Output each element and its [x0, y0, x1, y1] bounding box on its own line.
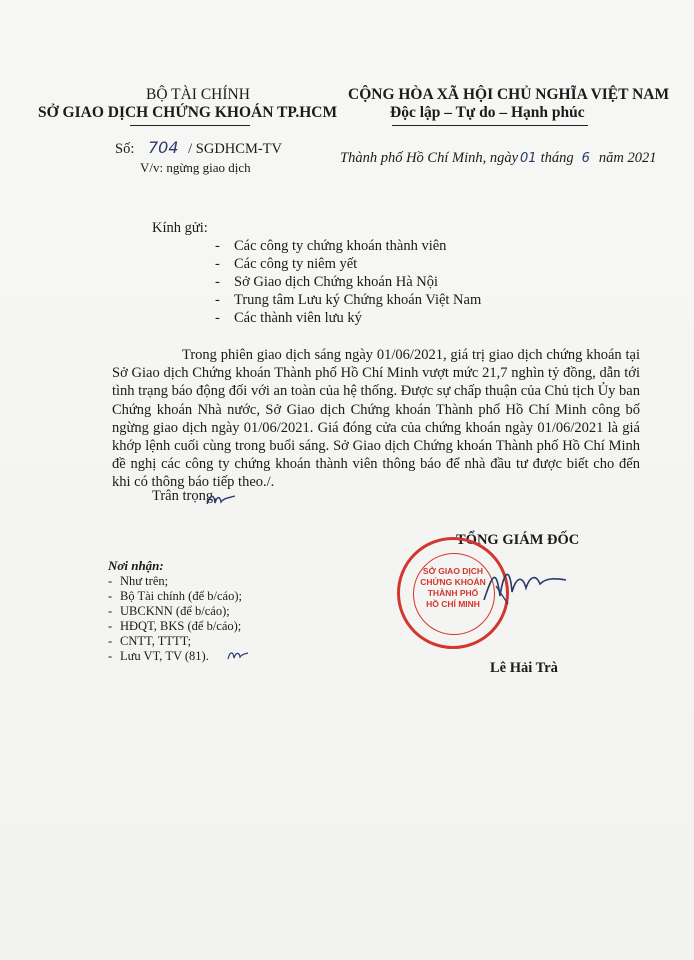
- initials-scribble: [205, 490, 239, 508]
- distribution-item: - Bộ Tài chính (để b/cáo);: [108, 589, 242, 603]
- distribution-item: - CNTT, TTTT;: [108, 634, 192, 648]
- signatory-title: TỔNG GIÁM ĐỐC: [456, 532, 580, 548]
- month-label: tháng: [540, 150, 574, 166]
- place-date: [340, 150, 657, 167]
- recipient-item: - Các thành viên lưu ký: [215, 310, 362, 326]
- distribution-item: - UBCKNN (để b/cáo);: [108, 604, 230, 618]
- recipient-item: - Trung tâm Lưu ký Chứng khoán Việt Nam: [215, 292, 482, 308]
- recipient-item: - Sở Giao dịch Chứng khoán Hà Nội: [215, 274, 439, 290]
- distribution-item: - Lưu VT, TV (81).: [108, 649, 209, 663]
- body-paragraph: Trong phiên giao dịch sáng ngày 01/06/2021, giá trị giao dịch chứng khoán tại Sở Giao dịch Chứng khoán Thành phố Hồ Chí Minh vượt mức 21,7 nghìn tỷ đồng, dẫn tới tình trạng báo động đối với an toàn của hệ thống. Được sự chấp thuận của Chủ tịch Ủy ban Chứng khoán Nhà nước, Sở Giao dịch Chứng khoán Thành phố Hồ Chí Minh công bố ngừng giao dịch ngày 01/06/2021. Giá đóng cửa của chứng khoán ngày 01/06/2021 là giá khớp lệnh cuối cùng trong buổi sáng. Sở Giao dịch Chứng khoán Thành phố Hồ Chí Minh đề nghị các công ty chứng khoán thành viên thông báo để nhà đầu tư được biết cho đến khi có thông báo tiếp theo./.: [112, 347, 640, 491]
- handwritten-number: 704: [147, 138, 179, 157]
- number-suffix: / SGDHCM-TV: [188, 141, 282, 157]
- handwritten-month: 6: [581, 151, 590, 166]
- document-number: [115, 138, 282, 158]
- year-label: năm 2021: [598, 150, 657, 166]
- national-motto: Độc lập – Tự do – Hạnh phúc: [390, 104, 585, 121]
- country-name: CỘNG HÒA XÃ HỘI CHỦ NGHĨA VIỆT NAM: [348, 86, 670, 103]
- closing: Trân trọng.: [152, 488, 217, 504]
- distribution-label: Nơi nhận:: [108, 558, 164, 573]
- recipients-label: Kính gửi:: [152, 220, 208, 236]
- distribution-item: - Như trên;: [108, 574, 169, 588]
- signature-scribble: [478, 556, 570, 614]
- signatory-name: Lê Hải Trà: [490, 660, 558, 676]
- recipient-item: - Các công ty chứng khoán thành viên: [215, 238, 447, 254]
- agency-underline: [130, 125, 250, 126]
- motto-underline: [392, 125, 588, 126]
- stamp-line: SỞ GIAO DỊCH: [422, 566, 484, 576]
- agency-name: SỞ GIAO DỊCH CHỨNG KHOÁN TP.HCM: [38, 104, 338, 121]
- stamp-line: HỒ CHÍ MINH: [426, 599, 480, 609]
- recipient-item: - Các công ty niêm yết: [215, 256, 358, 272]
- number-label: Số:: [115, 141, 135, 157]
- handwritten-day: 01: [520, 151, 537, 166]
- stamp-line: THÀNH PHỐ: [427, 588, 479, 598]
- place-date-prefix: Thành phố Hồ Chí Minh, ngày: [340, 150, 519, 166]
- distribution-item: - HĐQT, BKS (để b/cáo);: [108, 619, 242, 633]
- document-subject: V/v: ngừng giao dịch: [140, 160, 251, 175]
- stamp-line: CHỨNG KHOÁN: [420, 577, 486, 587]
- initials-scribble: [226, 648, 250, 662]
- ministry-name: BỘ TÀI CHÍNH: [146, 86, 250, 103]
